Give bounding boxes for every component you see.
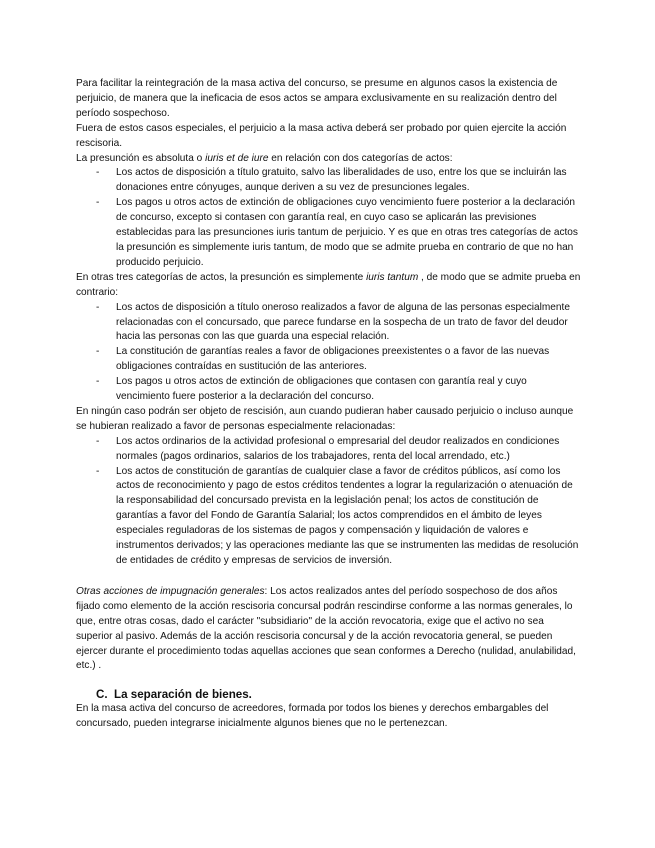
- list-item: - Los actos de disposición a título gratuito, salvo las liberalidades de uso, entre los que se incluirán las donaciones entre cónyuges, aunque deriven a su vez de presunciones legales.: [76, 166, 581, 196]
- list-item: - Los actos de constitución de garantías de cualquier clase a favor de créditos públicos, así como los actos de reconocimiento y pago de estos créditos tendentes a lograr la regularización o atenuación de la responsabilidad del concursado prevista en la legislación penal; los actos de constitución de garantías a favor del Fondo de Garantía Salarial; los actos comprendidos en el ámbito de leyes especiales reguladoras de los sistemas de pagos y compensación y liquidación de valores e instrumentos derivados; y las operaciones mediante las que se instrumenten las medidas de resolución de entidades de crédito y empresas de servicios de inversión.: [76, 465, 581, 569]
- section-heading: [76, 687, 581, 702]
- section-letter: C.: [96, 688, 108, 702]
- paragraph-presumption-intro: Para facilitar la reintegración de la masa activa del concurso, se presume en algunos casos la existencia de perjuicio, de manera que la ineficacia de esos actos se ampara exclusivamente en su realización dentro del período sospechoso.: [76, 78, 558, 119]
- list-absolute-presumption: [76, 166, 581, 270]
- text-fragment: en relación con dos categorías de actos:: [268, 152, 453, 164]
- text-fragment: : Los actos realizados antes del período sospechoso de dos años fijado como elemento de la acción rescisoria concursal podrán rescindirse conforme a las normas generales, lo que, entre otras cosas, dado el carácter "subsidiario" de la acción revocatoria, exige que el activo no sea superior al pasivo. Además de la acción rescisoria concursal y de la acción revocatoria general, se pueden ejercer durante el procedimiento todas aquellas acciones que sean conformes a Derecho (nulidad, anulabilidad, etc.) .: [76, 585, 576, 672]
- text-fragment: , de modo que se admite prueba en contrario:: [76, 271, 581, 298]
- list-item: - La constitución de garantías reales a favor de obligaciones preexistentes o a favor de las nuevas obligaciones contraídas en sustitución de las anteriores.: [76, 345, 581, 375]
- emphasis-iuris-tantum: iuris tantum: [366, 271, 419, 283]
- paragraph-absolute-presumption: [76, 152, 581, 167]
- paragraph-separation-of-assets: En la masa activa del concurso de acreedores, formada por todos los bienes y derechos embargables del concursado, pueden integrarse inicialmente algunos bienes que no le pertenezcan.: [76, 703, 549, 730]
- spacer: [76, 569, 581, 585]
- list-item: - Los pagos u otros actos de extinción de obligaciones que contasen con garantía real y cuyo vencimiento fuere posterior a la declaración del concurso.: [76, 375, 581, 405]
- list-relative-presumption: [76, 301, 581, 405]
- paragraph-burden-of-proof: Fuera de estos casos especiales, el perjuicio a la masa activa deberá ser probado por quien ejercite la acción rescisoria.: [76, 122, 567, 149]
- list-non-rescindable: [76, 435, 581, 569]
- text-fragment: La presunción es absoluta o: [76, 152, 206, 164]
- document-page: [76, 77, 581, 732]
- list-item: - Los pagos u otros actos de extinción de obligaciones cuyo vencimiento fuere posterior a la declaración de concurso, excepto si contasen con garantía real, en cuyo caso se aplicarán las previsiones establecidas para las presunciones iuris tantum de perjuicio. Y es que en otras tres categorías de actos la presunción es simplemente iuris tantum, de modo que se admite prueba en contrario de que no han producido perjuicio.: [76, 196, 581, 271]
- emphasis-other-actions: Otras acciones de impugnación generales: [76, 585, 265, 597]
- emphasis-iuris-et-de-iure: iuris et de iure: [205, 152, 269, 164]
- spacer: [76, 674, 581, 684]
- section-title: La separación de bienes.: [114, 688, 252, 702]
- paragraph-non-rescindable: En ningún caso podrán ser objeto de rescisión, aun cuando pudieran haber causado perjuicio o incluso aunque se hubieran realizado a favor de personas especialmente relacionadas:: [76, 405, 574, 432]
- text-fragment: En otras tres categorías de actos, la presunción es simplemente: [76, 271, 367, 283]
- list-item: - Los actos ordinarios de la actividad profesional o empresarial del deudor realizados en condiciones normales (pagos ordinarios, salarios de los trabajadores, renta del local arrendado, etc.): [76, 435, 581, 465]
- list-item: - Los actos de disposición a título oneroso realizados a favor de alguna de las personas especialmente relacionadas con el concursado, que parece fundarse en la sospecha de un trato de favor del deudor hacia las personas con las que guarda una especial relación.: [76, 301, 581, 346]
- paragraph-other-actions: [76, 585, 581, 674]
- paragraph-relative-presumption: [76, 271, 581, 301]
